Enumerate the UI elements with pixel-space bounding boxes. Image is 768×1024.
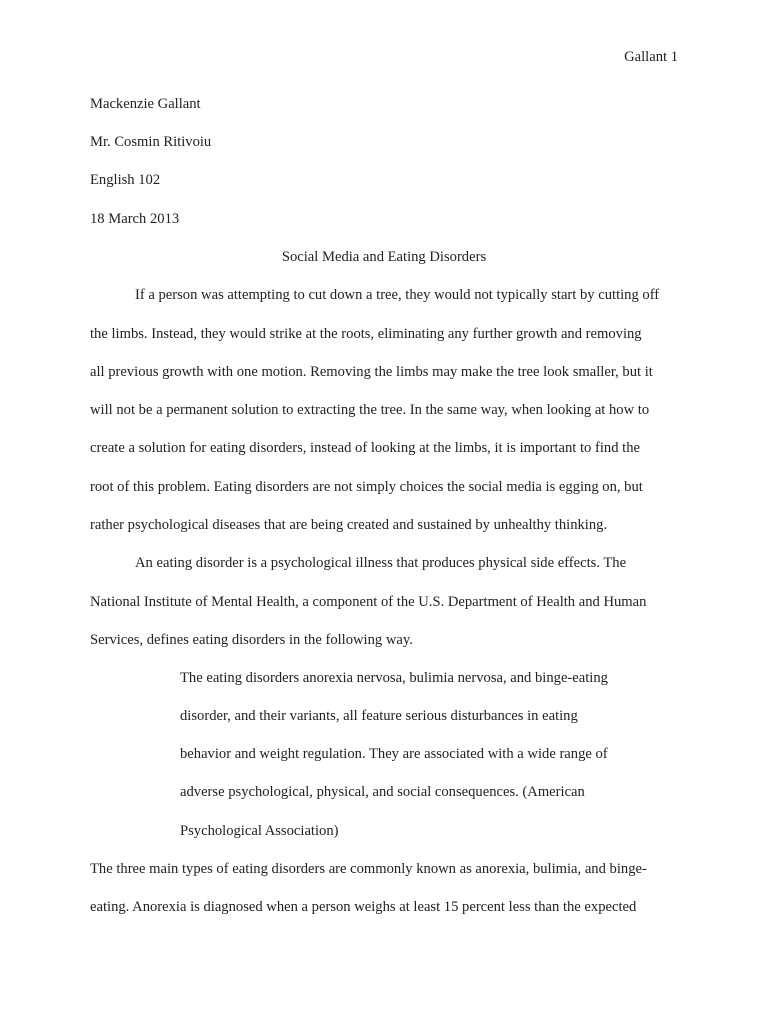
course-name: English 102 — [90, 172, 161, 188]
paper-date: 18 March 2013 — [90, 211, 180, 227]
block-quote-line: behavior and weight regulation. They are associated with a wide range of — [180, 746, 608, 762]
paragraph-2-line: National Institute of Mental Health, a component of the U.S. Department of Health and Human — [90, 594, 647, 610]
block-quote-line: adverse psychological, physical, and social consequences. (American — [180, 784, 585, 800]
paragraph-1-line: rather psychological diseases that are being created and sustained by unhealthy thinking. — [90, 517, 608, 533]
instructor-name: Mr. Cosmin Ritivoiu — [90, 134, 212, 150]
author-name: Mackenzie Gallant — [90, 96, 201, 112]
paragraph-2-line: An eating disorder is a psychological illness that produces physical side effects. The — [135, 555, 627, 571]
paragraph-1-line: create a solution for eating disorders, instead of looking at the limbs, it is important to find the — [90, 440, 640, 456]
block-quote-line: disorder, and their variants, all feature serious disturbances in eating — [180, 708, 578, 724]
paragraph-1-line: all previous growth with one motion. Removing the limbs may make the tree look smaller, but it — [90, 364, 653, 380]
running-head: Gallant 1 — [624, 49, 678, 65]
paragraph-3-line: eating. Anorexia is diagnosed when a person weighs at least 15 percent less than the expected — [90, 899, 637, 915]
paragraph-2-line: Services, defines eating disorders in the following way. — [90, 632, 413, 648]
paragraph-1-line: the limbs. Instead, they would strike at the roots, eliminating any further growth and removing — [90, 326, 642, 342]
paragraph-1-line: root of this problem. Eating disorders are not simply choices the social media is egging on, but — [90, 479, 643, 495]
block-quote-line: Psychological Association) — [180, 823, 339, 839]
paragraph-1-line: If a person was attempting to cut down a tree, they would not typically start by cutting off — [135, 287, 660, 303]
paragraph-1-line: will not be a permanent solution to extracting the tree. In the same way, when looking at how to — [90, 402, 650, 418]
block-quote-line: The eating disorders anorexia nervosa, bulimia nervosa, and binge-eating — [180, 670, 608, 686]
paper-title: Social Media and Eating Disorders — [281, 249, 487, 265]
paragraph-3-line: The three main types of eating disorders are commonly known as anorexia, bulimia, and binge- — [90, 861, 647, 877]
